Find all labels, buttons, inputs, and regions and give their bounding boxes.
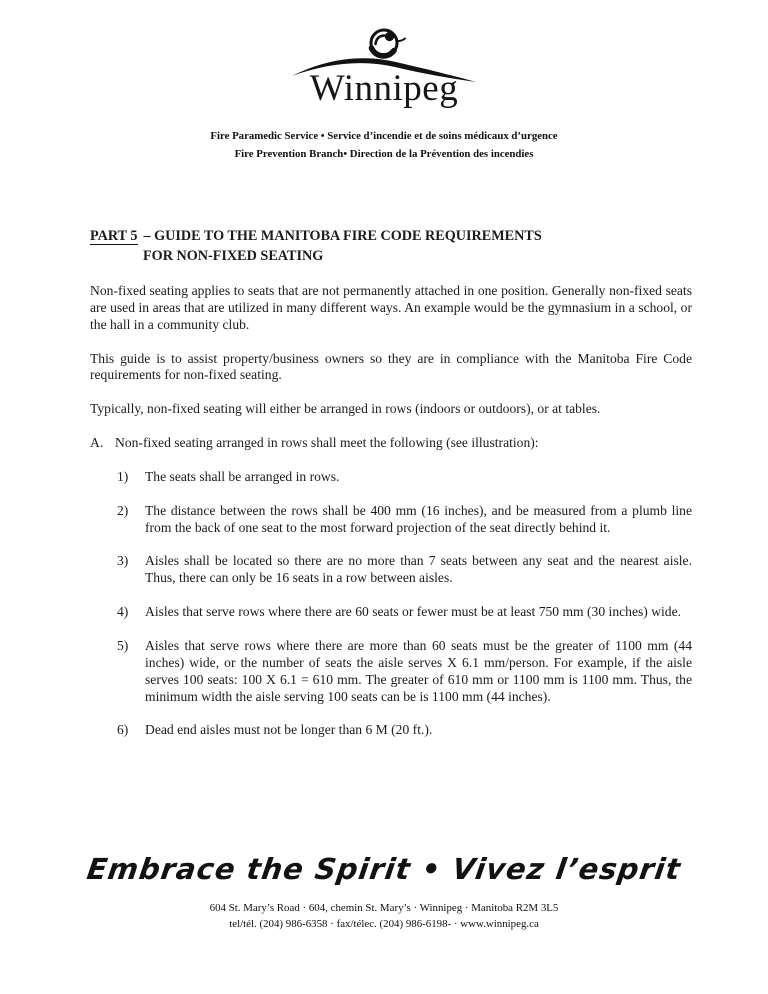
section-a-marker: A. (90, 435, 104, 450)
document-body (90, 226, 692, 739)
list-item-5 (90, 638, 692, 706)
list-item-5-marker: 5) (117, 637, 129, 653)
department-line-2: Fire Prevention Branch• Direction de la Prévention des incendies (234, 148, 534, 160)
list-item-6-text: Dead end aisles must not be longer than 6 M (20 ft.). (145, 722, 433, 738)
list-item-4 (90, 604, 692, 621)
section-a-text: Non-fixed seating arranged in rows shall meet the following (see illustration): (115, 435, 539, 450)
list-item-5-text: Aisles that serve rows where there are more than 60 seats must be the greater of 1100 mm (44 inches) wide, or the number of seats the aisle serves X 6.1 mm/person. For example, if the aisle serves 100 seats: 100 X 6.1 = 610 mm. The greater of 610 mm or 1100 mm is 1100 mm. Thus, the minimum width the aisle serving 100 seats can be is 1100 mm (44 inches). (145, 637, 692, 704)
department-line-1: Fire Paramedic Service • Service d’incendie et de soins médicaux d’urgence (210, 130, 558, 142)
list-item-3-marker: 3) (117, 553, 129, 569)
list-item-3 (90, 553, 692, 587)
footer-address-line: 604 St. Mary’s Road · 604, chemin St. Mary’s · Winnipeg · Manitoba R2M 3L5 (209, 902, 559, 914)
document-title (90, 226, 692, 266)
list-item-1 (90, 469, 692, 486)
list-item-6-marker: 6) (117, 722, 129, 738)
winnipeg-logo (0, 24, 768, 109)
paragraph-intro: Non-fixed seating applies to seats that are not permanently attached in one position. Generally non-fixed seats are used in areas that are utilized in many different ways. An example would be the gymnasium in a school, or the hall in a community club. (90, 282, 692, 332)
winnipeg-wordmark: Winnipeg (309, 68, 459, 109)
list-item-4-text: Aisles that serve rows where there are 60 seats or fewer must be at least 750 mm (30 inches) wide. (145, 604, 682, 619)
footer-contact-line: tel/tél. (204) 986-6358 · fax/télec. (204) 986-6198- · www.winnipeg.ca (229, 917, 539, 930)
title-line-1-rest: – GUIDE TO THE MANITOBA FIRE CODE REQUIREMENTS (143, 228, 542, 244)
list-item-2-marker: 2) (117, 502, 129, 518)
list-item-6 (90, 722, 692, 739)
list-item-4-marker: 4) (117, 604, 129, 619)
list-item-1-marker: 1) (117, 468, 129, 484)
list-item-2-text: The distance between the rows shall be 400 mm (16 inches), and be measured from a plumb line from the back of one seat to the most forward projection of the seat directly behind it. (145, 502, 692, 535)
paragraph-typically: Typically, non-fixed seating will either be arranged in rows (indoors or outdoors), or at tables. (90, 401, 601, 417)
footer-address-block (0, 901, 768, 932)
title-line-1 (90, 226, 692, 246)
title-line-2: FOR NON-FIXED SEATING (143, 248, 324, 264)
part-label: PART 5 (90, 228, 138, 244)
list-item-2 (90, 503, 692, 537)
list-item-3-text: Aisles shall be located so there are no more than 7 seats between any seat and the nearest aisle. Thus, there can only be 16 seats in a row between aisles. (145, 553, 692, 586)
list-item-1-text: The seats shall be arranged in rows. (145, 468, 340, 484)
section-a (90, 435, 692, 452)
department-header (0, 127, 768, 163)
footer-tagline: Embrace the Spirit • Vivez l’esprit (84, 852, 684, 886)
paragraph-purpose: This guide is to assist property/business owners so they are in compliance with the Manitoba Fire Code requirements for non-fixed seating. (90, 350, 692, 383)
